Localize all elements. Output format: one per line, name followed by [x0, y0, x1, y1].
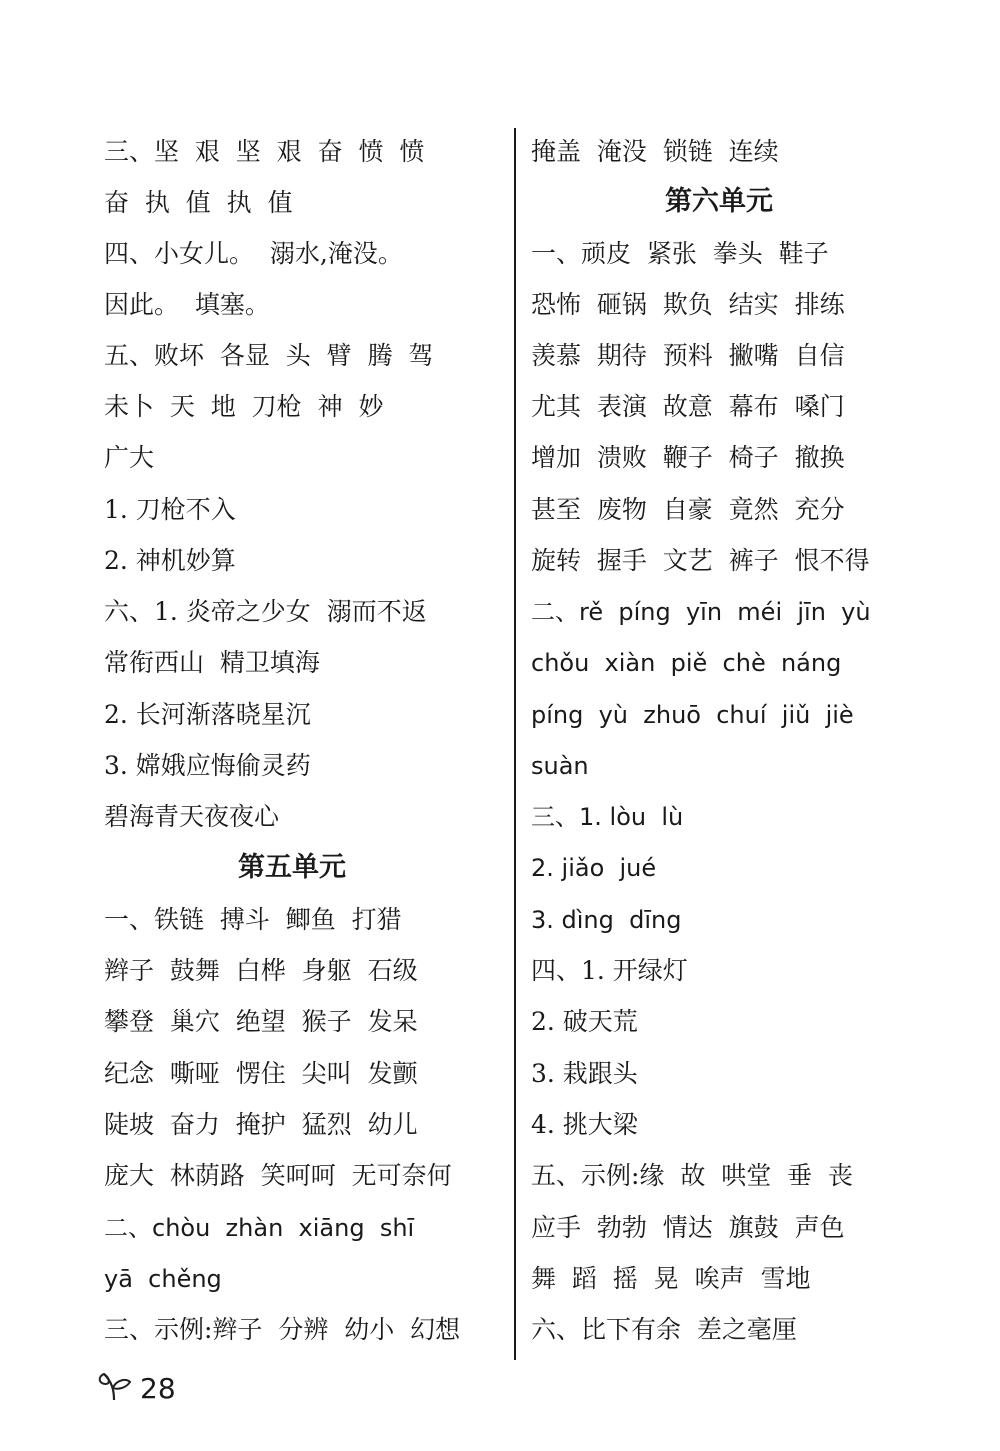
pinyin-line: 二、chòu zhàn xiāng shī — [104, 1214, 415, 1242]
answer-line: 辫子 鼓舞 白桦 身躯 石级 — [104, 956, 418, 985]
answer-line: 六、1. 炎帝之少女 溺而不返 — [104, 597, 427, 626]
answer-line: 2. 破天荒 — [531, 1007, 638, 1036]
answer-line: 3. 栽跟头 — [531, 1059, 638, 1088]
answer-line: 陡坡 奋力 掩护 猛烈 幼儿 — [104, 1110, 418, 1139]
pinyin-line: 2. jiǎo jué — [531, 854, 657, 882]
pinyin-line: yā chěng — [104, 1265, 222, 1293]
answer-line: 纪念 嘶哑 愣住 尖叫 发颤 — [104, 1059, 418, 1088]
page-number: 28 — [140, 1372, 176, 1405]
answer-line: 一、顽皮 紧张 拳头 鞋子 — [531, 239, 829, 268]
answer-line: 常衔西山 精卫填海 — [104, 648, 320, 677]
answer-line: 3. 嫦娥应悔偷灵药 — [104, 751, 311, 780]
answer-line: 未卜 天 地 刀枪 神 妙 — [104, 392, 384, 421]
answer-line: 增加 溃败 鞭子 椅子 撤换 — [531, 443, 845, 472]
answer-line: 羡慕 期待 预料 撇嘴 自信 — [531, 341, 845, 370]
answer-line: 碧海青天夜夜心 — [104, 802, 280, 831]
answer-line: 三、示例:辫子 分辨 幼小 幻想 — [104, 1315, 461, 1344]
column-divider — [514, 128, 516, 1360]
answer-line: 舞 蹈 摇 晃 唉声 雪地 — [531, 1264, 811, 1293]
answer-line: 1. 刀枪不入 — [104, 495, 236, 524]
answer-line: 4. 挑大梁 — [531, 1110, 638, 1139]
answer-line: 五、示例:缘 故 哄堂 垂 丧 — [531, 1161, 853, 1190]
answer-line: 一、铁链 搏斗 鲫鱼 打猎 — [104, 905, 402, 934]
pinyin-line: chǒu xiàn piě chè náng — [531, 649, 842, 677]
answer-line: 奋 执 值 执 值 — [104, 188, 293, 217]
answer-line: 恐怖 砸锅 欺负 结实 排练 — [531, 290, 845, 319]
answer-line: 旋转 握手 文艺 裤子 恨不得 — [531, 546, 870, 575]
answer-line: 四、小女儿。 溺水,淹没。 — [104, 239, 403, 268]
sprout-icon — [96, 1366, 136, 1402]
section-heading: 第六单元 — [665, 186, 773, 217]
pinyin-line: 3. dìng dīng — [531, 906, 682, 934]
answer-line: 甚至 废物 自豪 竟然 充分 — [531, 495, 845, 524]
answer-line: 庞大 林荫路 笑呵呵 无可奈何 — [104, 1161, 452, 1190]
answer-line: 2. 神机妙算 — [104, 546, 236, 575]
answer-line: 三、坚 艰 坚 艰 奋 愤 愤 — [104, 137, 425, 166]
answer-line: 攀登 巢穴 绝望 猴子 发呆 — [104, 1007, 418, 1036]
answer-line: 广大 — [104, 443, 155, 472]
answer-line: 五、败坏 各显 头 臂 腾 驾 — [104, 341, 434, 370]
answer-line: 四、1. 开绿灯 — [531, 956, 688, 985]
pinyin-line: 二、rě píng yīn méi jīn yù — [531, 598, 871, 626]
section-heading: 第五单元 — [238, 852, 346, 883]
pinyin-line: 三、1. lòu lù — [531, 803, 684, 831]
answer-line: 因此。 填塞。 — [104, 290, 270, 319]
answer-line: 掩盖 淹没 锁链 连续 — [531, 137, 779, 166]
pinyin-line: píng yù zhuō chuí jiǔ jiè — [531, 701, 854, 729]
answer-line: 应手 勃勃 情达 旗鼓 声色 — [531, 1213, 845, 1242]
answer-line: 尤其 表演 故意 幕布 嗓门 — [531, 392, 845, 421]
pinyin-line: suàn — [531, 752, 589, 780]
answer-line: 2. 长河渐落晓星沉 — [104, 700, 311, 729]
answer-line: 六、比下有余 差之毫厘 — [531, 1315, 797, 1344]
